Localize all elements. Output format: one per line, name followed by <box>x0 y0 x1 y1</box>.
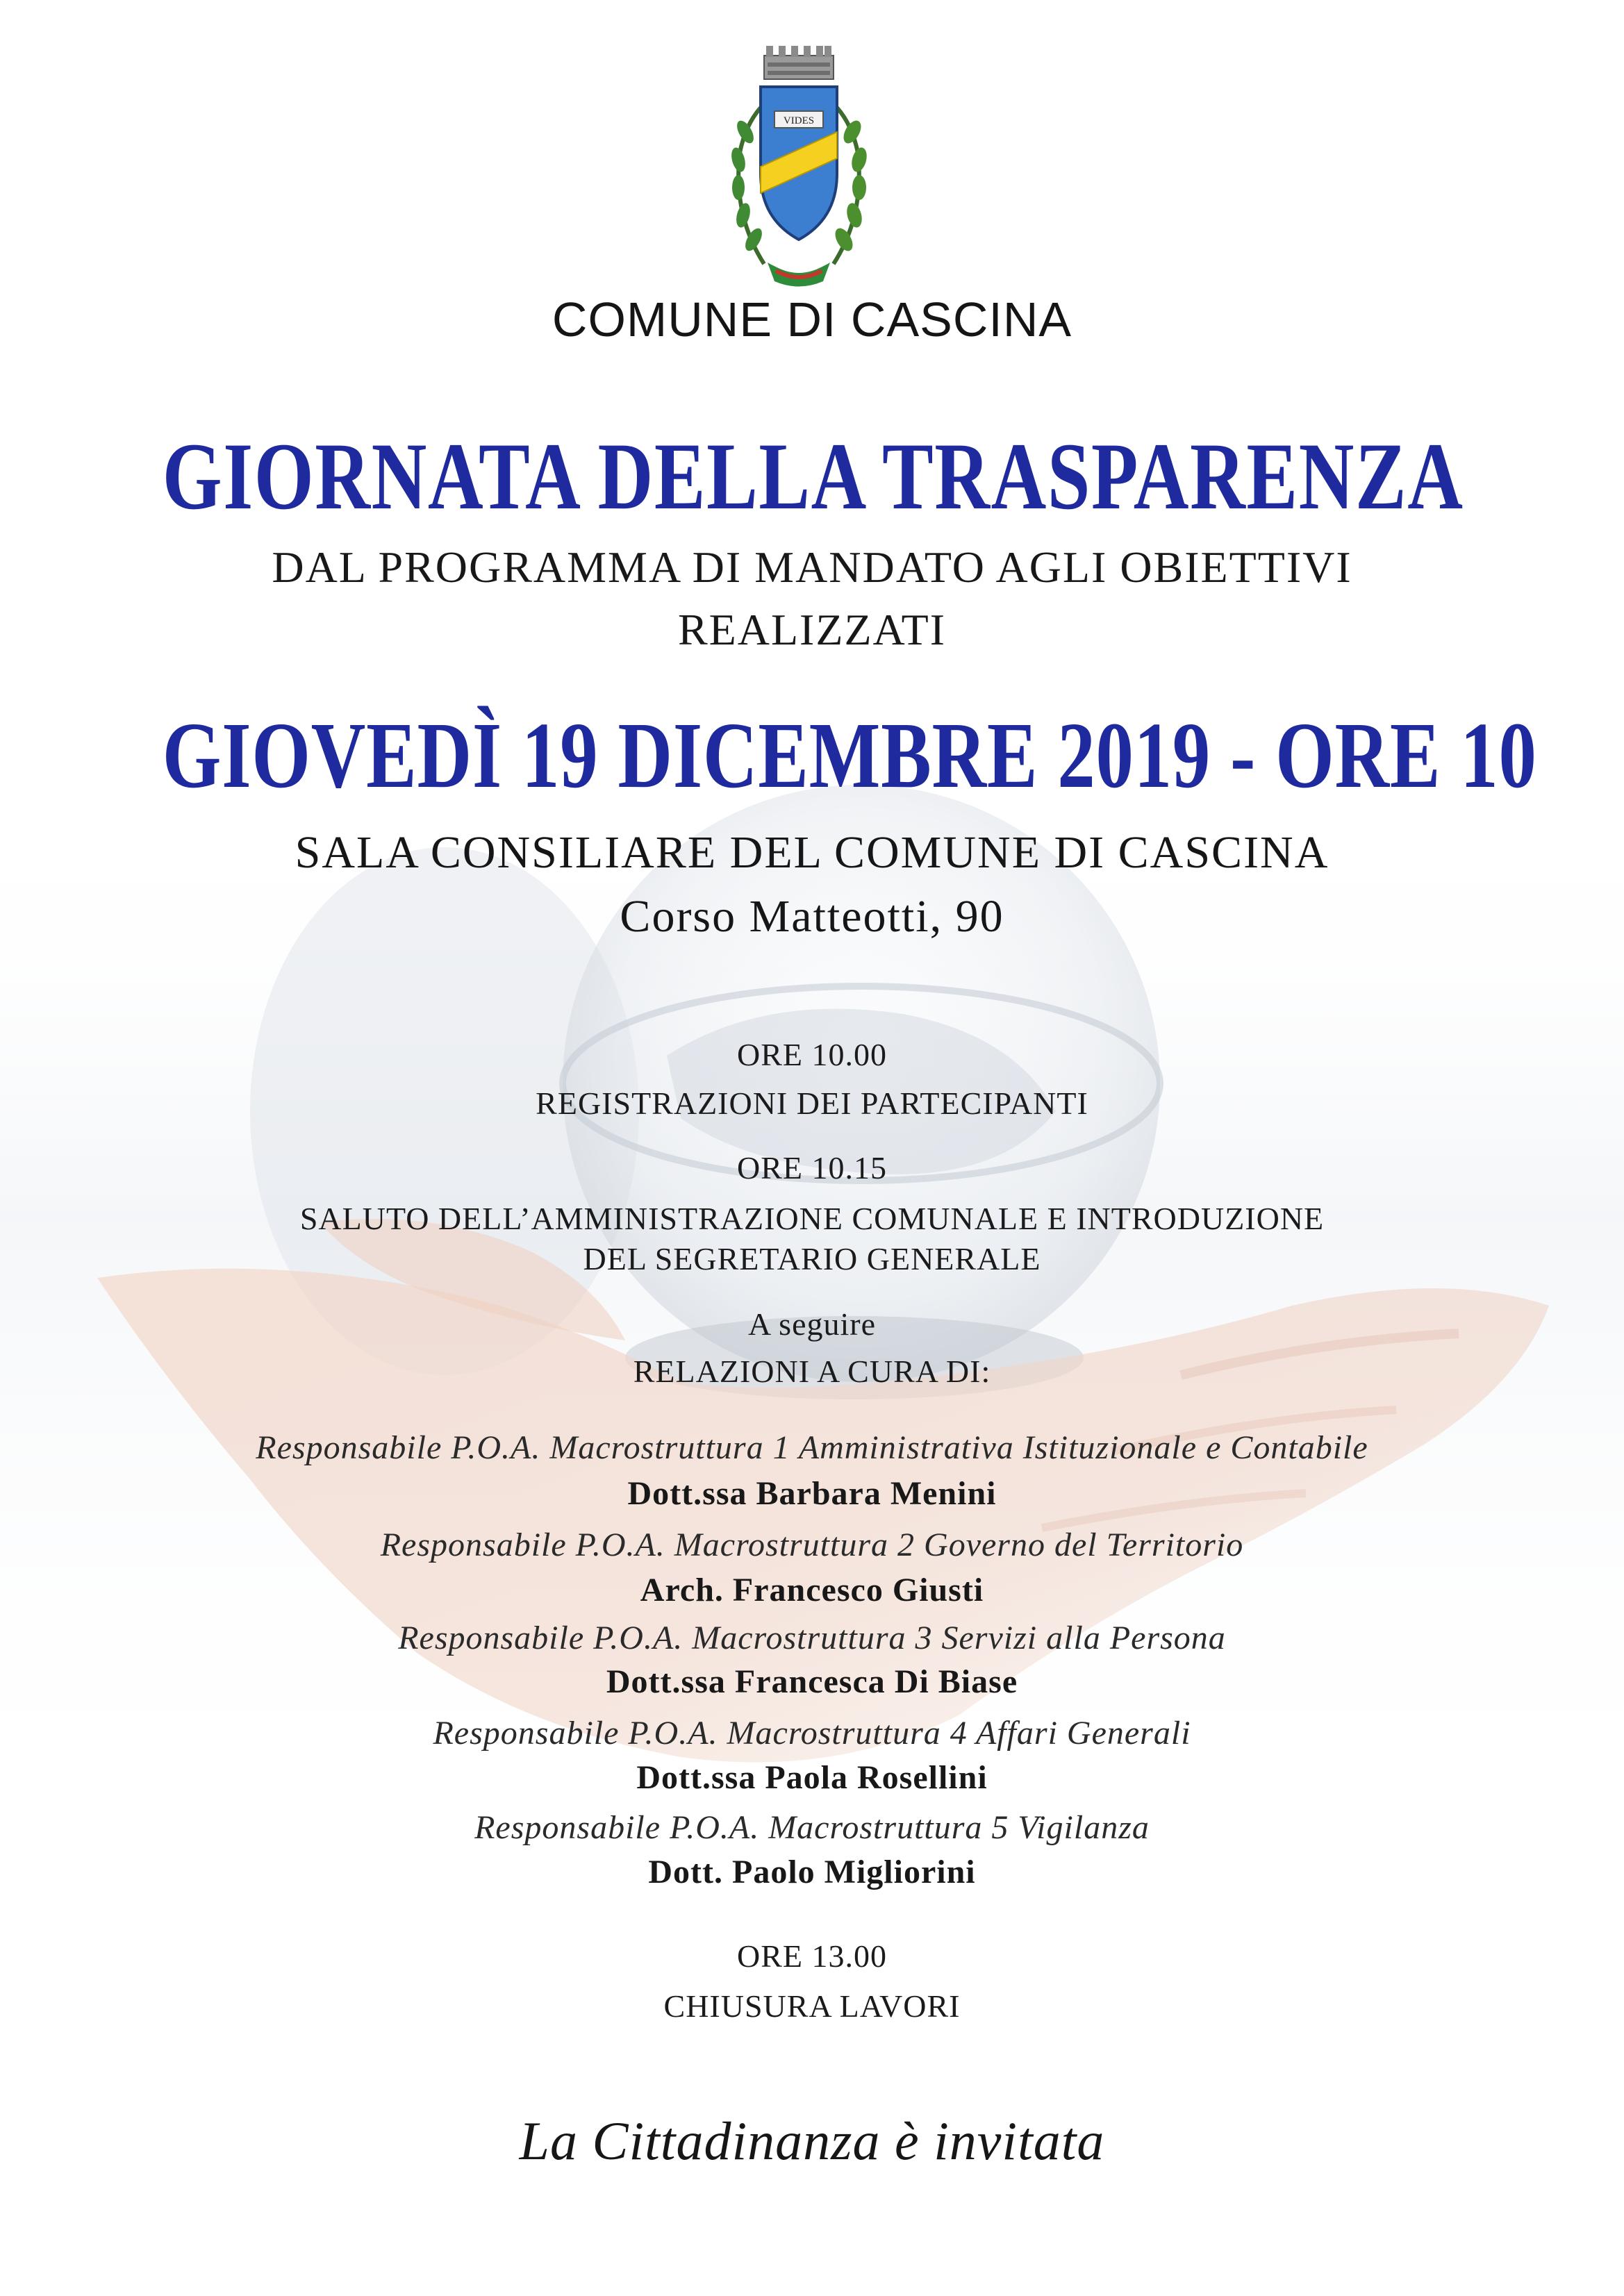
event-subtitle-line1: DAL PROGRAMMA DI MANDATO AGLI OBIETTIVI <box>272 542 1352 592</box>
slot1-time: ORE 10.00 <box>737 1037 887 1072</box>
town-coat-of-arms-icon <box>719 42 879 299</box>
municipality-name: COMUNE DI CASCINA <box>552 292 1072 347</box>
speaker-3-role: Responsabile P.O.A. Macrostruttura 3 Servizi alla Persona <box>398 1620 1226 1656</box>
speaker-5-role: Responsabile P.O.A. Macrostruttura 5 Vigilanza <box>474 1809 1150 1846</box>
follow-label: A seguire <box>747 1306 876 1342</box>
speaker-5-name: Dott. Paolo Migliorini <box>648 1854 976 1890</box>
event-title: GIORNATA DELLA TRASPARENZA <box>162 423 1464 529</box>
emblem-motto-text: VIDES <box>783 115 815 126</box>
speaker-4-role: Responsabile P.O.A. Macrostruttura 4 Affari Generali <box>433 1715 1191 1752</box>
speaker-1-name: Dott.ssa Barbara Menini <box>627 1475 997 1512</box>
reports-label: RELAZIONI A CURA DI: <box>633 1354 991 1389</box>
event-address: Corso Matteotti, 90 <box>620 891 1004 942</box>
event-date: GIOVEDÌ 19 DICEMBRE 2019 - ORE 10 <box>162 704 1537 808</box>
event-venue: SALA CONSILIARE DEL COMUNE DI CASCINA <box>295 827 1329 878</box>
speaker-2-role: Responsabile P.O.A. Macrostruttura 2 Governo del Territorio <box>380 1526 1244 1563</box>
speaker-1-role: Responsabile P.O.A. Macrostruttura 1 Amministrativa Istituzionale e Contabile <box>256 1429 1368 1466</box>
slot2-text-line1: SALUTO DELL’AMMINISTRAZIONE COMUNALE E INTRODUZIONE <box>299 1201 1325 1236</box>
slot1-text: REGISTRAZIONI DEI PARTECIPANTI <box>536 1085 1088 1121</box>
slot2-text-line2: DEL SEGRETARIO GENERALE <box>583 1241 1041 1276</box>
event-subtitle-line2: REALIZZATI <box>677 605 947 654</box>
end-text: CHIUSURA LAVORI <box>663 1988 961 2024</box>
invitation-text: La Cittadinanza è invitata <box>519 2111 1105 2171</box>
speaker-4-name: Dott.ssa Paola Rosellini <box>636 1759 988 1796</box>
end-time: ORE 13.00 <box>737 1938 887 1974</box>
speaker-2-name: Arch. Francesco Giusti <box>640 1572 984 1608</box>
slot2-time: ORE 10.15 <box>737 1150 887 1186</box>
speaker-3-name: Dott.ssa Francesca Di Biase <box>606 1663 1018 1700</box>
